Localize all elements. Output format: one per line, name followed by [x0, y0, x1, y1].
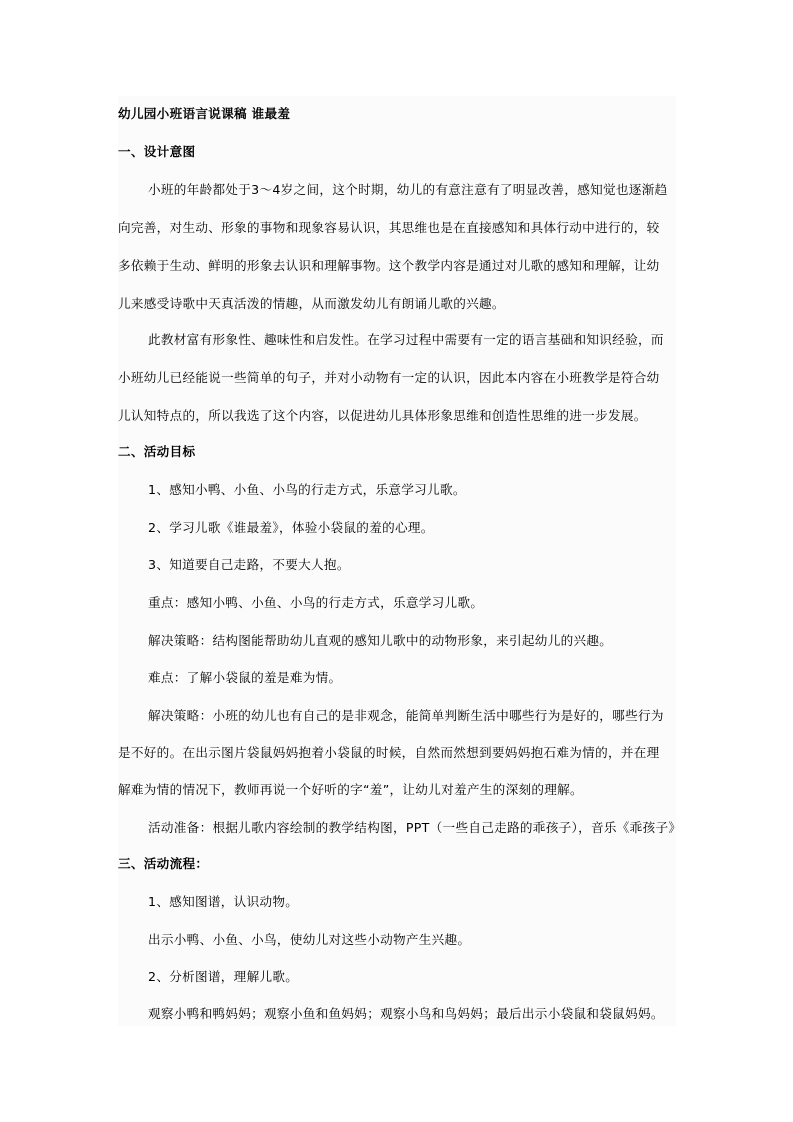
section-heading-design-intent: 一、设计意图 — [118, 144, 196, 159]
paragraph-line: 多依赖于生动、鲜明的形象去认识和理解事物。这个教学内容是通过对儿歌的感知和理解，让幼 — [118, 258, 660, 273]
preparation-text: 活动准备：根据儿歌内容绘制的教学结构图，PPT（一些自己走路的乖孩子），音乐《乖孩子》 — [148, 820, 682, 835]
step-text: 出示小鸭、小鱼、小鸟，使幼儿对这些小动物产生兴趣。 — [148, 932, 471, 947]
key-point: 重点：感知小鸭、小鱼、小鸟的行走方式，乐意学习儿歌。 — [148, 595, 484, 610]
goal-item: 3、知道要自己走路，不要大人抱。 — [148, 557, 350, 572]
step-text: 观察小鸭和鸭妈妈；观察小鱼和鱼妈妈；观察小鸟和鸟妈妈；最后出示小袋鼠和袋鼠妈妈。 — [148, 1006, 664, 1021]
paragraph-line: 解难为情的情况下，教师再说一个好听的字“羞”，让幼儿对羞产生的深刻的理解。 — [118, 782, 583, 797]
paragraph-line: 向完善，对生动、形象的事物和现象容易认识，其思维也是在直接感知和具体行动中进行的，较 — [118, 220, 660, 235]
strategy-text: 解决策略：结构图能帮助幼儿直观的感知儿歌中的动物形象，来引起幼儿的兴趣。 — [148, 633, 613, 648]
document-page — [118, 96, 682, 1026]
paragraph-line: 解决策略：小班的幼儿也有自己的是非观念，能简单判断生活中哪些行为是好的，哪些行为 — [148, 708, 664, 723]
paragraph-line: 儿认知特点的，所以我选了这个内容，以促进幼儿具体形象思维和创造性思维的进一步发展。 — [118, 408, 647, 423]
step-heading: 1、感知图谱，认识动物。 — [148, 894, 299, 909]
goal-item: 1、感知小鸭、小鱼、小鸟的行走方式，乐意学习儿歌。 — [148, 482, 466, 497]
paragraph-line: 此教材富有形象性、趣味性和启发性。在学习过程中需要有一定的语言基础和知识经验，而 — [148, 332, 664, 347]
document-title: 幼儿园小班语言说课稿 谁最羞 — [118, 106, 291, 121]
paragraph-line: 小班的年龄都处于3～4岁之间，这个时期，幼儿的有意注意有了明显改善，感知觉也逐渐趋 — [148, 182, 668, 197]
goal-item: 2、学习儿歌《谁最羞》，体验小袋鼠的羞的心理。 — [148, 520, 434, 535]
paragraph-line: 小班幼儿已经能说一些简单的句子，并对小动物有一定的认识，因此本内容在小班教学是符合幼 — [118, 370, 660, 385]
section-heading-activity-flow: 三、活动流程： — [118, 856, 209, 871]
paragraph-line: 是不好的。在出示图片袋鼠妈妈抱着小袋鼠的时候，自然而然想到要妈妈抱石难为情的，并在理 — [118, 745, 660, 760]
difficulty-text: 难点：了解小袋鼠的羞是难为情。 — [148, 670, 342, 685]
step-heading: 2、分析图谱，理解儿歌。 — [148, 969, 299, 984]
section-heading-activity-goals: 二、活动目标 — [118, 444, 196, 459]
paragraph-line: 儿来感受诗歌中天真活泼的情趣，从而激发幼儿有朗诵儿歌的兴趣。 — [118, 296, 505, 311]
